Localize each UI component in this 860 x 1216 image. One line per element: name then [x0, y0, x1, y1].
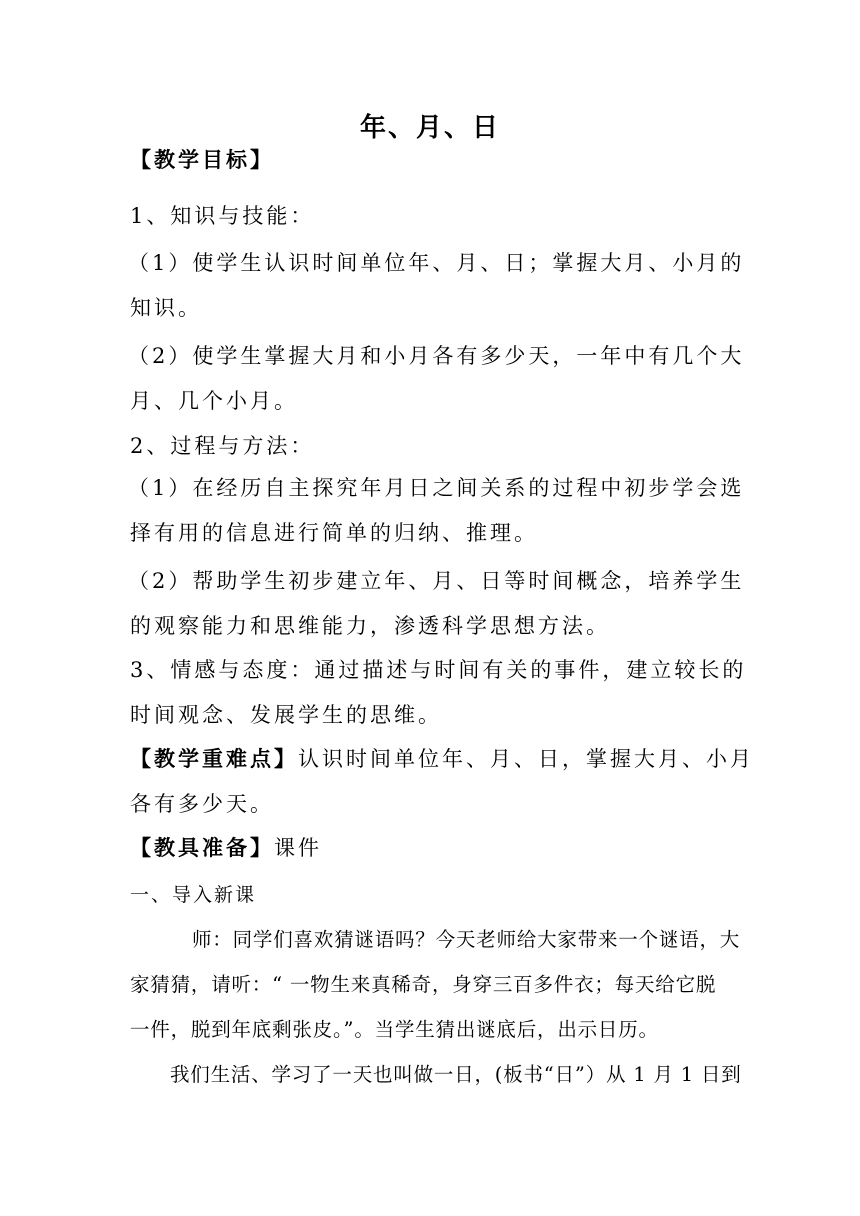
goal2-item2-line2: 的观察能力和思维能力，渗透科学思想方法。: [130, 614, 610, 638]
goal1-item1-line2: 知识。: [130, 296, 202, 320]
goal3-line1: 3、情感与态度：通过描述与时间有关的事件，建立较长的: [130, 658, 747, 682]
goal2-item2-line1: （2）帮助学生初步建立年、月、日等时间概念，培养学生: [128, 569, 745, 593]
tools-line: [130, 830, 322, 866]
para1-line3: 一件，脱到年底剩张皮。”。当学生猜出谜底后，出示日历。: [130, 1018, 659, 1041]
goal2-heading: 2、过程与方法：: [130, 434, 315, 458]
para1-line1: 师：同学们喜欢猜谜语吗？今天老师给大家带来一个谜语，大: [192, 928, 741, 951]
keypoints-line1: [130, 741, 754, 777]
keypoints-line2: 各有多少天。: [130, 792, 274, 816]
goal1-item1-line1: （1）使学生认识时间单位年、月、日；掌握大月、小月的: [128, 251, 745, 275]
para2-line1: 我们生活、学习了一天也叫做一日，(板书“日”）从 1 月 1 日到: [170, 1063, 742, 1086]
tools-text: 课件: [274, 836, 322, 860]
keypoints-label: 【教学重难点】: [130, 746, 298, 771]
section1-heading: 一、导入新课: [130, 884, 257, 906]
goal1-item2-line1: （2）使学生掌握大月和小月各有多少天，一年中有几个大: [128, 344, 745, 368]
para1-line2: 家猜猜，请听：“ 一物生来真稀奇，身穿三百多件衣；每天给它脱: [130, 973, 717, 996]
goal1-item2-line2: 月、几个小月。: [130, 389, 298, 413]
document-title: 年、月、日: [359, 113, 500, 143]
goal2-item1-line1: （1）在经历自主探究年月日之间关系的过程中初步学会选: [128, 476, 745, 500]
goal1-heading: 1、知识与技能：: [130, 204, 315, 228]
keypoints-text: 认识时间单位年、月、日，掌握大月、小月: [298, 747, 754, 771]
goal3-line2: 时间观念、发展学生的思维。: [130, 703, 442, 727]
tools-label: 【教具准备】: [130, 835, 274, 860]
goal2-item1-line2: 择有用的信息进行简单的归纳、推理。: [130, 521, 538, 545]
goals-heading: 【教学目标】: [130, 147, 274, 172]
